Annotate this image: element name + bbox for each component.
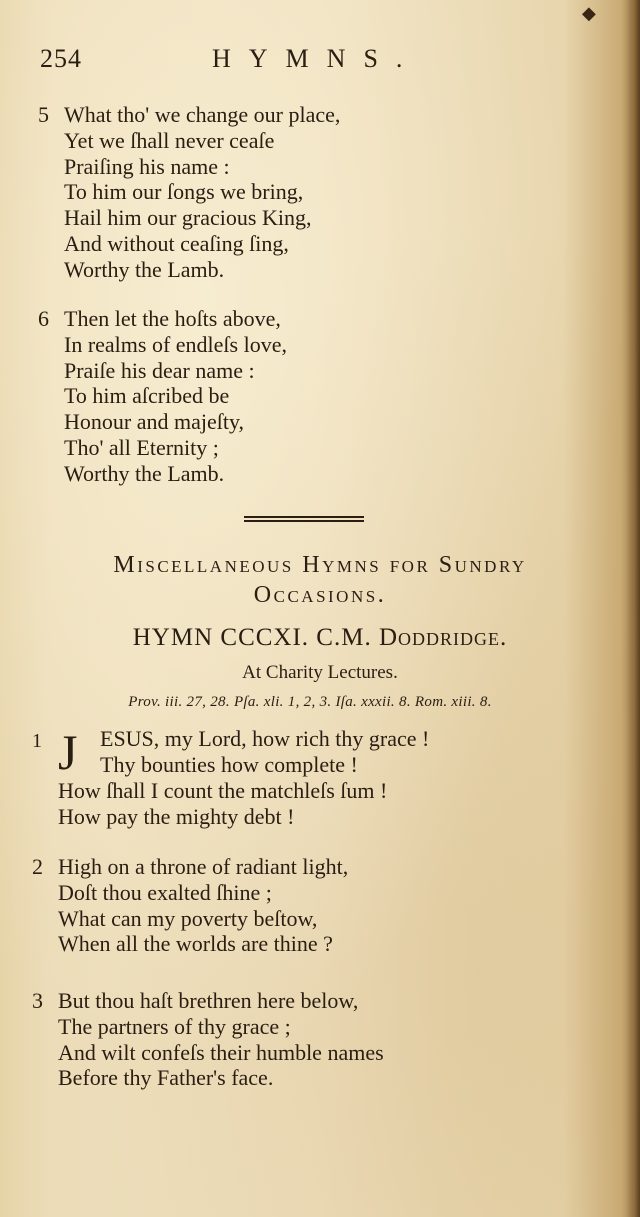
section-title-line1: Miscellaneous Hymns for Sundry xyxy=(113,552,527,578)
stanza-number: 3 xyxy=(32,988,43,1013)
running-title: HYMNS. xyxy=(212,44,421,73)
page-edge-shadow xyxy=(626,0,640,1217)
hymn-occasion: At Charity Lectures. xyxy=(242,662,398,683)
stanza-number: 1 xyxy=(32,730,42,752)
verse-line: What can my poverty beſtow, xyxy=(58,905,318,931)
drop-cap: J xyxy=(58,724,78,780)
stanza-1-rest xyxy=(32,778,592,830)
stanza-number: 6 xyxy=(38,306,49,331)
section-title-line2: Occasions. xyxy=(253,582,387,608)
section-divider-rule xyxy=(244,516,364,524)
stanza-number: 2 xyxy=(32,854,43,879)
verse-line: Tho' all Eternity ; xyxy=(64,434,219,460)
verse-line: 2 High on a throne of radiant light, xyxy=(32,854,349,879)
verse-line: 3 But thou haſt brethren here below, xyxy=(32,988,359,1013)
scripture-references: Prov. iii. 27, 28. Pſa. xli. 1, 2, 3. Iſa. xxxii. 8. Rom. xiii. 8. xyxy=(128,694,492,710)
verse-line: Worthy the Lamb. xyxy=(64,460,225,486)
verse-line: Before thy Father's face. xyxy=(58,1065,274,1091)
verse-line: Doſt thou exalted ſhine ; xyxy=(58,879,272,905)
verse-line: To him our ſongs we bring, xyxy=(64,179,304,205)
verse-line: Praiſing his name : xyxy=(64,153,230,179)
verse-line: 5 What tho' we change our place, xyxy=(38,102,341,127)
verse-line: The partners of thy grace ; xyxy=(58,1013,291,1039)
stanza-5 xyxy=(38,102,598,283)
verse-line: How pay the mighty debt ! xyxy=(58,803,295,829)
stanza-6 xyxy=(38,306,598,487)
hymn-author: Doddridge. xyxy=(378,624,508,651)
verse-line: In realms of endleſs love, xyxy=(64,331,287,357)
stanza-number: 5 xyxy=(38,102,49,127)
binding-mark-icon: ◆ xyxy=(582,3,596,23)
verse-line: When all the worlds are thine ? xyxy=(58,931,333,957)
running-header xyxy=(40,44,600,78)
verse-line: Yet we ſhall never ceaſe xyxy=(64,127,275,153)
stanza-3 xyxy=(32,988,592,1091)
page-number: 254 xyxy=(40,44,82,73)
verse-line: To him aſcribed be xyxy=(64,383,230,409)
section-title xyxy=(30,550,610,610)
verse-line: And without ceaſing ſing, xyxy=(64,230,289,256)
hymn-number: HYMN CCCXI. C.M. xyxy=(132,624,372,651)
verse-line: How ſhall I count the matchleſs ſum ! xyxy=(58,778,388,803)
verse-line: 6 Then let the hoſts above, xyxy=(38,306,281,331)
verse-line: And wilt confeſs their humble names xyxy=(58,1039,384,1065)
verse-line: Hail him our gracious King, xyxy=(64,205,312,231)
verse-line: Honour and majeſty, xyxy=(64,409,245,435)
hymn-heading xyxy=(40,624,600,652)
verse-line: Praiſe his dear name : xyxy=(64,357,255,383)
verse-line: Worthy the Lamb. xyxy=(64,256,225,282)
stanza-2 xyxy=(32,854,592,957)
verse-line: Thy bounties how complete ! xyxy=(100,752,358,777)
verse-line: ESUS, my Lord, how rich thy grace ! xyxy=(100,726,430,751)
